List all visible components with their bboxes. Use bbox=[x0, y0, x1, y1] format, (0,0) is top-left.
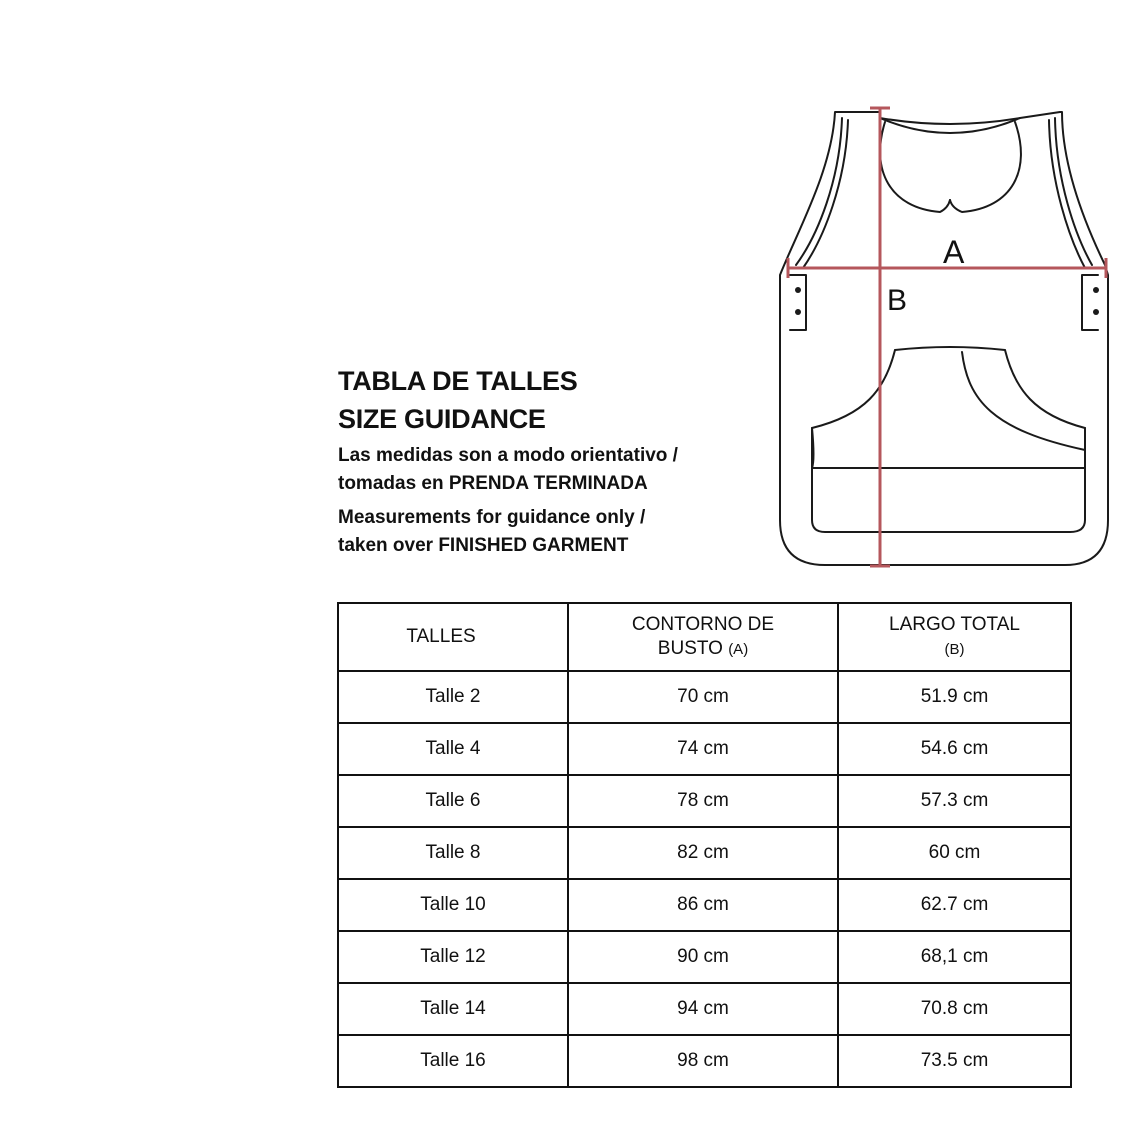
size-table bbox=[337, 602, 1072, 1088]
header-bust: CONTORNO DE BUSTO (A) bbox=[568, 603, 838, 671]
title-english: SIZE GUIDANCE bbox=[338, 404, 546, 434]
table-row bbox=[338, 879, 1071, 931]
size-cell: Talle 14 bbox=[338, 983, 568, 1035]
header-sizes: TALLES bbox=[338, 603, 568, 671]
bust-cell: 98 cm bbox=[568, 1035, 838, 1087]
table-row bbox=[338, 1035, 1071, 1087]
note-english-line-2: taken over FINISHED GARMENT bbox=[338, 535, 629, 556]
garment-diagram bbox=[770, 100, 1140, 575]
header-length: LARGO TOTAL (B) bbox=[838, 603, 1071, 671]
size-cell: Talle 2 bbox=[338, 671, 568, 723]
size-chart-heading bbox=[338, 362, 577, 438]
size-cell: Talle 12 bbox=[338, 931, 568, 983]
length-cell: 73.5 cm bbox=[838, 1035, 1071, 1087]
table-row bbox=[338, 775, 1071, 827]
bust-measure-label: A bbox=[943, 234, 965, 270]
table-row bbox=[338, 983, 1071, 1035]
bust-cell: 78 cm bbox=[568, 775, 838, 827]
bust-cell: 94 cm bbox=[568, 983, 838, 1035]
note-spanish-line-2: tomadas en PRENDA TERMINADA bbox=[338, 473, 648, 494]
size-cell: Talle 8 bbox=[338, 827, 568, 879]
measurement-notes bbox=[338, 442, 678, 560]
length-cell: 60 cm bbox=[838, 827, 1071, 879]
table-header-row bbox=[338, 603, 1071, 671]
table-row bbox=[338, 827, 1071, 879]
size-cell: Talle 4 bbox=[338, 723, 568, 775]
length-cell: 54.6 cm bbox=[838, 723, 1071, 775]
note-english-line-1: Measurements for guidance only / bbox=[338, 507, 646, 528]
length-cell: 68,1 cm bbox=[838, 931, 1071, 983]
bust-cell: 70 cm bbox=[568, 671, 838, 723]
length-cell: 62.7 cm bbox=[838, 879, 1071, 931]
bust-cell: 90 cm bbox=[568, 931, 838, 983]
size-cell: Talle 16 bbox=[338, 1035, 568, 1087]
size-cell: Talle 6 bbox=[338, 775, 568, 827]
table-row bbox=[338, 671, 1071, 723]
table-row bbox=[338, 723, 1071, 775]
table-row bbox=[338, 931, 1071, 983]
note-spanish-line-1: Las medidas son a modo orientativo / bbox=[338, 445, 678, 466]
length-cell: 57.3 cm bbox=[838, 775, 1071, 827]
size-cell: Talle 10 bbox=[338, 879, 568, 931]
length-cell: 51.9 cm bbox=[838, 671, 1071, 723]
length-measure-label: B bbox=[887, 284, 908, 317]
bust-cell: 74 cm bbox=[568, 723, 838, 775]
bust-cell: 82 cm bbox=[568, 827, 838, 879]
title-spanish: TABLA DE TALLES bbox=[338, 366, 578, 396]
length-cell: 70.8 cm bbox=[838, 983, 1071, 1035]
bust-cell: 86 cm bbox=[568, 879, 838, 931]
